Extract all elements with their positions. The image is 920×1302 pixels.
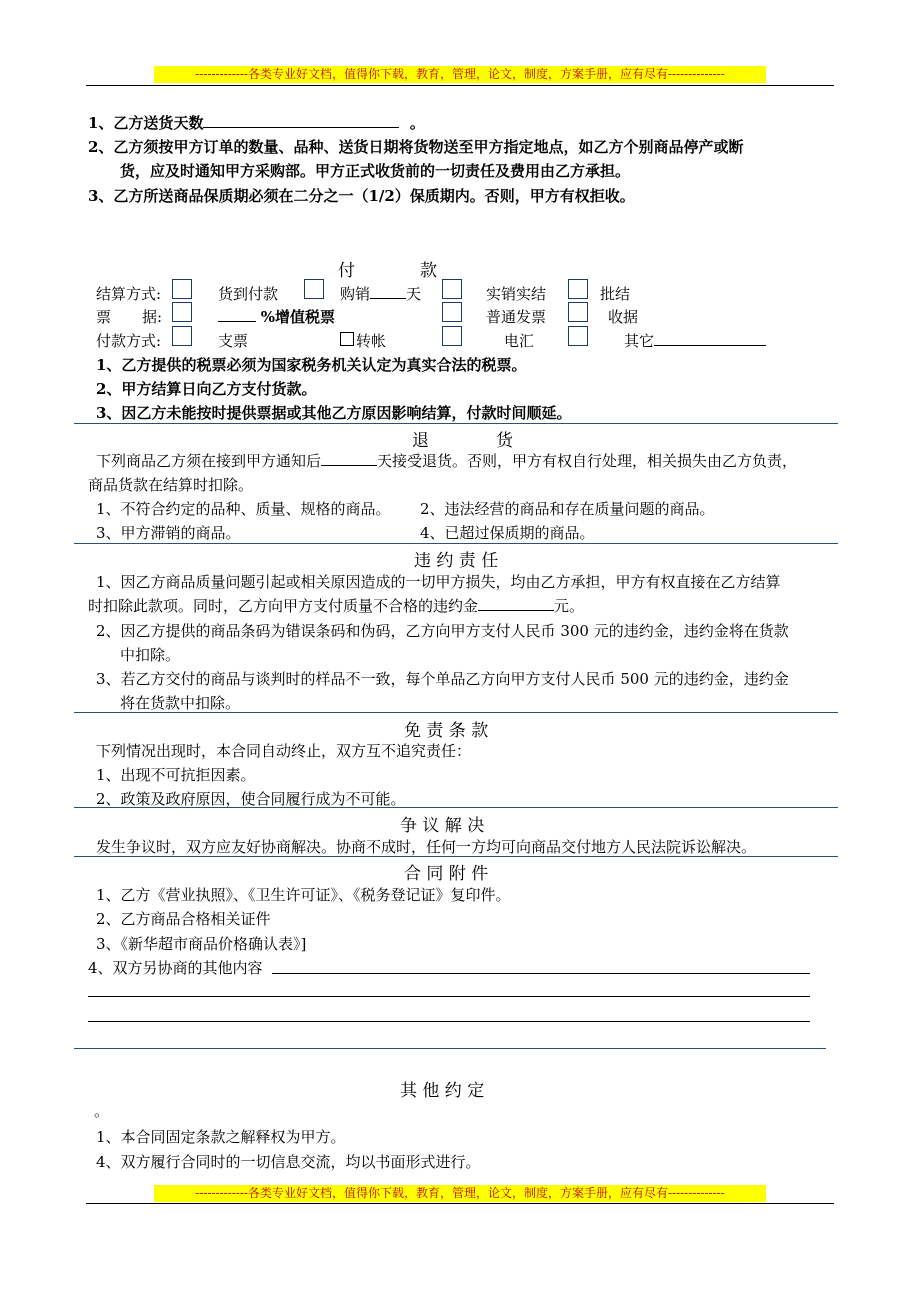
other-content-line[interactable] — [88, 1021, 810, 1022]
payment-clause-2: 2、甲方结算日向乙方支付货款。 — [96, 380, 317, 398]
exemption-intro: 下列情况出现时，本合同自动终止，双方互不追究责任： — [96, 742, 472, 760]
top-banner: -------------各类专业好文档，值得你下载，教育，管理，论文，制度，方案手册，应有尽有-------------- — [154, 66, 766, 83]
delivery-days-blank[interactable] — [203, 113, 399, 128]
section-rule — [74, 856, 838, 857]
opt-wire: 电汇 — [504, 332, 535, 350]
settle-cod-checkbox[interactable] — [172, 279, 192, 299]
returns-title-a: 退 — [412, 431, 429, 451]
penalty-amount-blank[interactable] — [478, 596, 554, 611]
attachments-item-4: 4、双方另协商的其他内容 — [88, 959, 263, 977]
liability-clause-2-line-2: 中扣除。 — [120, 646, 181, 664]
returns-item-3: 3、甲方滞销的商品。 — [96, 524, 241, 542]
attachments-item-3: 3、《新华超市商品价格确认表》] — [96, 935, 307, 953]
opt-actual: 实销实结 — [486, 285, 547, 303]
liability-clause-2-line-1: 2、因乙方提供的商品条码为错误条码和伪码，乙方向甲方支付人民币 300 元的违约金，违约金将在货款 — [96, 622, 789, 640]
opt-check: 支票 — [218, 332, 249, 350]
vat-rate-blank[interactable] — [218, 307, 256, 322]
attachments-item-2: 2、乙方商品合格相关证件 — [96, 910, 271, 928]
opt-consign: 购销 天 — [340, 285, 422, 303]
section-rule — [74, 807, 838, 808]
other-method-blank[interactable] — [654, 331, 766, 346]
settle-label: 结算方式: — [96, 285, 162, 303]
section-rule — [74, 543, 838, 544]
other-content-line[interactable] — [88, 996, 810, 997]
delivery-item-2-line-1: 2、乙方须按甲方订单的数量、品种、送货日期将货物送至甲方指定地点，如乙方个别商品停产或断 — [88, 138, 744, 156]
liability-title: 违 约 责 任 — [414, 551, 499, 571]
settle-batch-checkbox[interactable] — [568, 279, 588, 299]
exemption-item-2: 2、政策及政府原因，使合同履行成为不可能。 — [96, 790, 406, 808]
opt-cod: 货到付款 — [218, 285, 279, 303]
bill-vat-checkbox[interactable] — [172, 302, 192, 322]
top-rule — [86, 85, 834, 86]
delivery-item-3: 3、乙方所送商品保质期必须在二分之一（1/2）保质期内。否则，甲方有权拒收。 — [88, 187, 635, 205]
section-rule — [74, 1048, 826, 1049]
liability-clause-3-line-1: 3、若乙方交付的商品与谈判时的样品不一致，每个单品乙方向甲方支付人民币 500 元的违约金，违约金 — [96, 670, 789, 688]
payment-clause-1: 1、乙方提供的税票必须为国家税务机关认定为真实合法的税票。 — [96, 356, 527, 374]
bill-label-b: 据: — [142, 308, 163, 326]
section-rule — [74, 712, 838, 713]
payment-title-a: 付 — [338, 261, 355, 281]
opt-receipt: 收据 — [608, 308, 639, 326]
other-content-line[interactable] — [272, 973, 810, 974]
other-item-4: 4、双方履行合同时的一切信息交流，均以书面形式进行。 — [96, 1153, 481, 1171]
opt-batch: 批结 — [600, 285, 631, 303]
attachments-title: 合 同 附 件 — [404, 864, 489, 884]
settle-consign-checkbox[interactable] — [304, 279, 324, 299]
returns-item-2: 2、违法经营的商品和存在质量问题的商品。 — [420, 500, 715, 518]
opt-transfer: 转帐 — [356, 332, 387, 350]
pay-label: 付款方式: — [96, 332, 162, 350]
liability-clause-1-line-1: 1、因乙方商品质量问题引起或相关原因造成的一切甲方损失，均由乙方承担，甲方有权直接在乙方结算 — [96, 573, 781, 591]
delivery-item-1: 1、乙方送货天数 。 — [88, 114, 425, 132]
returns-title-b: 货 — [496, 431, 513, 451]
bill-receipt-checkbox[interactable] — [568, 302, 588, 322]
other-dot: 。 — [94, 1102, 110, 1120]
bill-label-a: 票 — [96, 308, 112, 326]
liability-clause-3-line-2: 将在货款中扣除。 — [120, 694, 241, 712]
dispute-title: 争 议 解 决 — [400, 816, 485, 836]
section-rule — [74, 423, 838, 424]
returns-days-blank[interactable] — [321, 451, 377, 466]
exemption-title: 免 责 条 款 — [404, 721, 489, 741]
opt-other: 其它 — [624, 330, 766, 351]
bill-normal-checkbox[interactable] — [442, 302, 462, 322]
returns-item-1: 1、不符合约定的品种、质量、规格的商品。 — [96, 500, 391, 518]
liability-clause-1-line-2: 时扣除此款项。同时，乙方向甲方支付质量不合格的违约金 元。 — [88, 597, 585, 615]
pay-wire-checkbox[interactable] — [442, 326, 462, 346]
opt-normal-invoice: 普通发票 — [486, 308, 547, 326]
consign-days-blank[interactable] — [370, 284, 406, 299]
dispute-text: 发生争议时，双方应友好协商解决。协商不成时，任何一方均可向商品交付地方人民法院诉讼解决。 — [96, 838, 757, 856]
payment-clause-3: 3、因乙方未能按时提供票据或其他乙方原因影响结算，付款时间顺延。 — [96, 404, 572, 422]
delivery-item-2-line-2: 货，应及时通知甲方采购部。甲方正式收货前的一切责任及费用由乙方承担。 — [120, 162, 631, 180]
bottom-banner: -------------各类专业好文档，值得你下载，教育，管理，论文，制度，方案手册，应有尽有-------------- — [154, 1185, 766, 1202]
settle-actual-checkbox[interactable] — [442, 279, 462, 299]
returns-item-4: 4、已超过保质期的商品。 — [420, 524, 595, 542]
other-title: 其 他 约 定 — [400, 1081, 485, 1101]
pay-check-checkbox[interactable] — [172, 326, 192, 346]
returns-intro: 下列商品乙方须在接到甲方通知后 天接受退货。否则，甲方有权自行处理，相关损失由乙方负责， — [96, 452, 798, 470]
returns-intro-line-2: 商品货款在结算时扣除。 — [88, 476, 254, 494]
opt-vat: %增值税票 — [218, 306, 335, 327]
other-item-1: 1、本合同固定条款之解释权为甲方。 — [96, 1128, 346, 1146]
payment-title-b: 款 — [420, 261, 437, 281]
pay-transfer-checkbox[interactable] — [340, 332, 354, 346]
attachments-item-1: 1、乙方《营业执照》、《卫生许可证》、《税务登记证》复印件。 — [96, 886, 511, 904]
bottom-rule — [86, 1203, 834, 1204]
exemption-item-1: 1、出现不可抗拒因素。 — [96, 766, 256, 784]
pay-other-checkbox[interactable] — [568, 326, 588, 346]
